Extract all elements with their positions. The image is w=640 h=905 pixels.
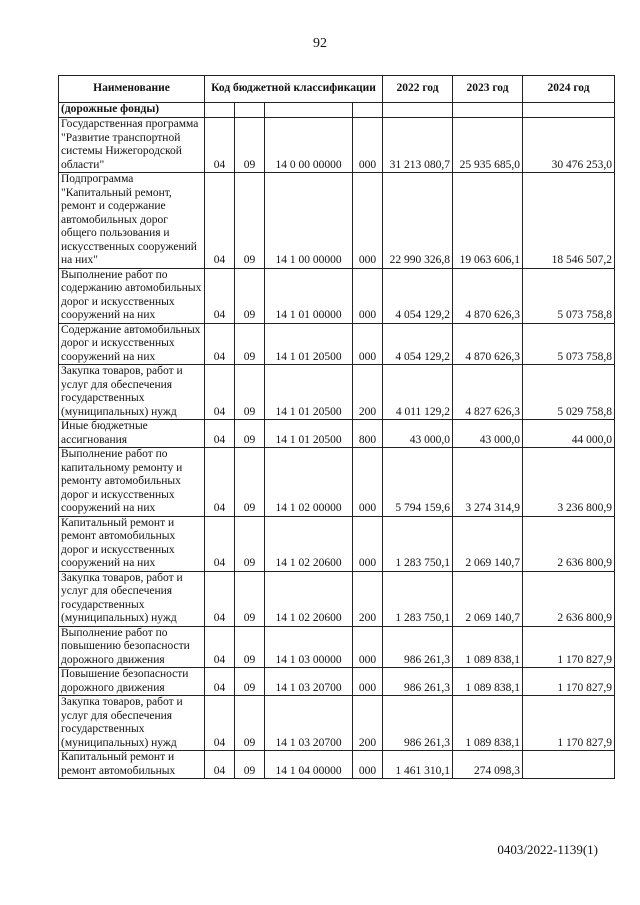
header-code: Код бюджетной классификации	[205, 76, 383, 103]
code-expense-type: 200	[353, 365, 383, 420]
row-name: Подпрограмма "Капитальный ремонт, ремонт и содержание автомобильных дорог общего пользования и искусственных сооружений на них"	[59, 173, 205, 269]
value-2024: 5 029 758,8	[523, 365, 615, 420]
code-section: 04	[205, 173, 235, 269]
header-2024: 2024 год	[523, 76, 615, 103]
value-2023: 3 274 314,9	[453, 448, 523, 517]
row-name: Капитальный ремонт и ремонт автомобильных дорог и искусственных сооружений на них	[59, 516, 205, 571]
document-code: 0403/2022-1139(1)	[497, 842, 598, 857]
code-section: 04	[205, 268, 235, 323]
table-subheader-row	[59, 103, 615, 118]
value-2024: 1 170 827,9	[523, 626, 615, 668]
code-target-article: 14 1 02 20600	[265, 571, 353, 626]
row-name: Капитальный ремонт и ремонт автомобильных	[59, 751, 205, 779]
value-2024: 1 170 827,9	[523, 696, 615, 751]
code-expense-type: 000	[353, 268, 383, 323]
code-target-article: 14 1 01 20500	[265, 365, 353, 420]
row-name: Повышение безопасности дорожного движения	[59, 668, 205, 696]
code-subsection: 09	[235, 420, 265, 448]
subheader-label: (дорожные фонды)	[59, 103, 205, 118]
table-row	[59, 173, 615, 269]
code-section: 04	[205, 668, 235, 696]
row-name: Государственная программа "Развитие транспортной системы Нижегородской области"	[59, 118, 205, 173]
value-2023: 4 827 626,3	[453, 365, 523, 420]
budget-table	[58, 75, 615, 779]
code-expense-type: 000	[353, 173, 383, 269]
table-row	[59, 420, 615, 448]
code-expense-type: 000	[353, 668, 383, 696]
value-2024: 5 073 758,8	[523, 323, 615, 365]
code-target-article: 14 1 04 00000	[265, 751, 353, 779]
value-2022: 4 011 129,2	[383, 365, 453, 420]
row-name: Выполнение работ по повышению безопасности дорожного движения	[59, 626, 205, 668]
code-section: 04	[205, 118, 235, 173]
code-section: 04	[205, 516, 235, 571]
table-row	[59, 696, 615, 751]
row-name: Иные бюджетные ассигнования	[59, 420, 205, 448]
code-target-article: 14 1 02 00000	[265, 448, 353, 517]
code-expense-type: 200	[353, 571, 383, 626]
code-section: 04	[205, 448, 235, 517]
code-expense-type: 000	[353, 448, 383, 517]
value-2023: 43 000,0	[453, 420, 523, 448]
code-target-article: 14 1 03 20700	[265, 696, 353, 751]
value-2022: 31 213 080,7	[383, 118, 453, 173]
value-2022: 43 000,0	[383, 420, 453, 448]
code-section: 04	[205, 626, 235, 668]
row-name: Выполнение работ по капитальному ремонту и ремонту автомобильных дорог и искусственных сооружений на них	[59, 448, 205, 517]
value-2024: 2 636 800,9	[523, 571, 615, 626]
value-2022: 1 461 310,1	[383, 751, 453, 779]
code-target-article: 14 1 02 20600	[265, 516, 353, 571]
value-2023: 4 870 626,3	[453, 268, 523, 323]
value-2024: 18 546 507,2	[523, 173, 615, 269]
value-2023: 19 063 606,1	[453, 173, 523, 269]
table-row	[59, 516, 615, 571]
code-expense-type: 200	[353, 696, 383, 751]
table-row	[59, 668, 615, 696]
code-section: 04	[205, 323, 235, 365]
value-2024: 44 000,0	[523, 420, 615, 448]
value-2023: 274 098,3	[453, 751, 523, 779]
table-row	[59, 323, 615, 365]
code-target-article: 14 0 00 00000	[265, 118, 353, 173]
code-section: 04	[205, 365, 235, 420]
table-row	[59, 448, 615, 517]
header-2022: 2022 год	[383, 76, 453, 103]
table-row	[59, 626, 615, 668]
table-row	[59, 268, 615, 323]
table-row	[59, 751, 615, 779]
code-subsection: 09	[235, 751, 265, 779]
row-name: Закупка товаров, работ и услуг для обеспечения государственных (муниципальных) нужд	[59, 571, 205, 626]
code-expense-type: 000	[353, 626, 383, 668]
value-2023: 2 069 140,7	[453, 516, 523, 571]
code-target-article: 14 1 01 20500	[265, 323, 353, 365]
value-2022: 4 054 129,2	[383, 323, 453, 365]
value-2023: 1 089 838,1	[453, 626, 523, 668]
code-subsection: 09	[235, 118, 265, 173]
value-2023: 25 935 685,0	[453, 118, 523, 173]
value-2022: 986 261,3	[383, 668, 453, 696]
code-expense-type: 000	[353, 516, 383, 571]
value-2022: 1 283 750,1	[383, 516, 453, 571]
value-2024: 1 170 827,9	[523, 668, 615, 696]
code-subsection: 09	[235, 516, 265, 571]
code-section: 04	[205, 420, 235, 448]
code-subsection: 09	[235, 571, 265, 626]
value-2022: 5 794 159,6	[383, 448, 453, 517]
code-subsection: 09	[235, 696, 265, 751]
code-target-article: 14 1 03 00000	[265, 626, 353, 668]
table-row	[59, 571, 615, 626]
value-2022: 4 054 129,2	[383, 268, 453, 323]
header-name: Наименование	[59, 76, 205, 103]
code-target-article: 14 1 01 20500	[265, 420, 353, 448]
value-2024: 5 073 758,8	[523, 268, 615, 323]
table-row	[59, 118, 615, 173]
code-expense-type: 000	[353, 323, 383, 365]
code-subsection: 09	[235, 323, 265, 365]
table-header-row	[59, 76, 615, 103]
row-name: Выполнение работ по содержанию автомобильных дорог и искусственных сооружений на них	[59, 268, 205, 323]
code-section: 04	[205, 571, 235, 626]
value-2023: 2 069 140,7	[453, 571, 523, 626]
code-target-article: 14 1 03 20700	[265, 668, 353, 696]
code-target-article: 14 1 01 00000	[265, 268, 353, 323]
code-subsection: 09	[235, 173, 265, 269]
page-number: 92	[313, 36, 327, 51]
value-2024: 30 476 253,0	[523, 118, 615, 173]
value-2022: 986 261,3	[383, 696, 453, 751]
row-name: Закупка товаров, работ и услуг для обеспечения государственных (муниципальных) нужд	[59, 696, 205, 751]
header-2023: 2023 год	[453, 76, 523, 103]
code-section: 04	[205, 696, 235, 751]
code-subsection: 09	[235, 268, 265, 323]
value-2022: 986 261,3	[383, 626, 453, 668]
code-subsection: 09	[235, 448, 265, 517]
value-2024: 2 636 800,9	[523, 516, 615, 571]
table-row	[59, 365, 615, 420]
code-target-article: 14 1 00 00000	[265, 173, 353, 269]
value-2023: 1 089 838,1	[453, 696, 523, 751]
value-2022: 22 990 326,8	[383, 173, 453, 269]
code-section: 04	[205, 751, 235, 779]
value-2024: 3 236 800,9	[523, 448, 615, 517]
value-2022: 1 283 750,1	[383, 571, 453, 626]
code-expense-type: 800	[353, 420, 383, 448]
row-name: Закупка товаров, работ и услуг для обеспечения государственных (муниципальных) нужд	[59, 365, 205, 420]
code-expense-type: 000	[353, 118, 383, 173]
code-expense-type: 000	[353, 751, 383, 779]
code-subsection: 09	[235, 668, 265, 696]
value-2023: 1 089 838,1	[453, 668, 523, 696]
code-subsection: 09	[235, 365, 265, 420]
value-2024	[523, 751, 615, 779]
code-subsection: 09	[235, 626, 265, 668]
row-name: Содержание автомобильных дорог и искусственных сооружений на них	[59, 323, 205, 365]
value-2023: 4 870 626,3	[453, 323, 523, 365]
